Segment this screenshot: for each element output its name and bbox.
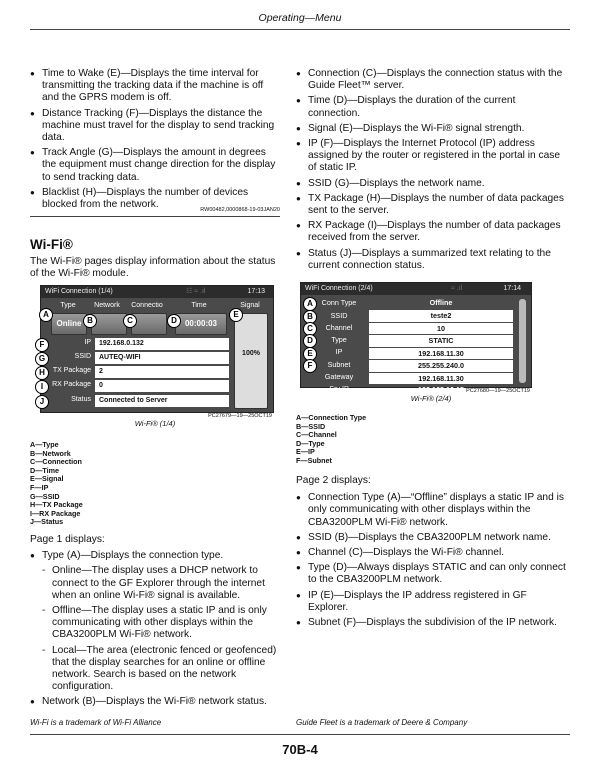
s2-value: 192.168.10.15 <box>418 385 464 394</box>
legend-1 <box>30 441 150 527</box>
row-value-ssid: AUTEQ-WIFI <box>95 352 229 364</box>
sub-online: - Online—The display uses a DHCP network to connect to the GF Explorer through the internet when an online Wi-Fi® signal is available. <box>30 565 280 602</box>
s2-label: Channel <box>325 323 353 332</box>
legend-item: H—TX Package <box>30 500 83 510</box>
header-network: Network <box>94 302 120 309</box>
sub-local: - Local—The area (electronic fenced or geofenced) that the display searches for an online or offline network. Search is based on the network configuration. <box>30 645 280 694</box>
callout-c: C <box>123 314 137 328</box>
header-rule <box>30 29 570 30</box>
row-value-tx: 2 <box>95 366 229 378</box>
time-tile[interactable]: 00:00:03 <box>175 313 227 335</box>
screen1-titlebar <box>41 286 273 298</box>
callout-f: F <box>35 338 49 352</box>
s2-value: Offline <box>429 298 453 307</box>
row-label-tx: TX Package <box>52 367 91 374</box>
section-heading: Wi-Fi® <box>30 237 73 252</box>
bullet-ssid-2: ● SSID (B)—Displays the CBA3200PLM network name. <box>296 532 566 544</box>
row-value-ip: 192.168.0.132 <box>95 338 229 350</box>
screen2-titlebar <box>301 283 531 295</box>
header-time: Time <box>191 302 207 309</box>
bullet-track-angle: ● Track Angle (G)—Displays the amount in degrees the equipment must change direction for the display to send tracking data. <box>30 147 280 184</box>
callout-f: F <box>303 359 317 373</box>
bullet-time-to-wake: ● Time to Wake (E)—Displays the time interval for transmitting the tracking data if the machine is off and the GPRS modem is off. <box>30 68 280 105</box>
callout-g: G <box>35 352 49 366</box>
caption-1: Wi-Fi® (1/4) <box>134 419 176 428</box>
callout-e: E <box>229 308 243 322</box>
bullet-connection: ● Connection (C)—Displays the connection status with the Guide Fleet™ server. <box>296 68 566 92</box>
callout-a: A <box>303 297 317 311</box>
legend-item: F—Subnet <box>296 455 332 465</box>
callout-b: B <box>83 314 97 328</box>
legend-item: B—SSID <box>296 421 326 431</box>
callout-j: J <box>35 395 49 409</box>
screen2-status-icons: ≈ .ıl <box>451 285 463 292</box>
bullet-ip-2: ● IP (E)—Displays the IP address registered in GF Explorer. <box>296 590 566 614</box>
section-intro: The Wi-Fi® pages display information about the status of the Wi-Fi® module. <box>30 256 276 280</box>
page-header: Operating—Menu <box>258 12 342 24</box>
row-value-rx: 0 <box>95 380 229 392</box>
screen1-title: WiFi Connection (1/4) <box>45 288 113 295</box>
right-top-bullets <box>296 68 566 275</box>
section-rule <box>30 216 280 217</box>
bullet-ip: ● IP (F)—Displays the Internet Protocol (IP) address assigned by the router or registered in the portal in case of static IP. <box>296 138 566 175</box>
legend-2 <box>296 414 436 466</box>
callout-e: E <box>303 347 317 361</box>
ref-code-2: PC27679—19—25OCT19 <box>208 413 272 419</box>
sub-offline: - Offline—The display uses a static IP and is only communicating with other displays within the CBA3200PLM Wi-Fi® network. <box>30 605 280 642</box>
signal-bar <box>234 313 268 409</box>
ref-code-3: PC27680—19—25OCT19 <box>466 388 530 394</box>
legend-item: F—IP <box>30 482 49 492</box>
callout-b: B <box>303 310 317 324</box>
scrollbar[interactable] <box>519 299 526 383</box>
footer-rule <box>30 734 570 735</box>
s2-value: 10 <box>369 323 513 335</box>
page-number: 70B-4 <box>282 742 318 757</box>
s2-label: Conn Type <box>321 298 357 307</box>
row-label-ssid: SSID <box>74 353 91 360</box>
bullet-ssid: ● SSID (G)—Displays the network name. <box>296 178 566 190</box>
bullet-type-2: ● Type (D)—Always displays STATIC and can only connect to the CBA3200PLM network. <box>296 562 566 586</box>
bullet-status: ● Status (J)—Displays a summarized text relating to the current connection status. <box>296 248 566 272</box>
header-connection: Connectio <box>131 302 163 309</box>
callout-d: D <box>167 314 181 328</box>
legend-item: J—Status <box>30 517 64 527</box>
bullet-tx: ● TX Package (H)—Displays the number of data packages sent to the server. <box>296 193 566 217</box>
footnote-left: Wi-Fi is a trademark of Wi-Fi Alliance <box>30 718 162 727</box>
header-signal: Signal <box>240 302 260 309</box>
s2-value: STATIC <box>369 335 513 347</box>
callout-a: A <box>39 308 53 322</box>
screen1-time: 17:13 <box>247 288 265 295</box>
bullet-blacklist: ● Blacklist (H)—Displays the number of devices blocked from the network. <box>30 187 280 211</box>
legend-item: I—RX Package <box>30 508 81 518</box>
bullet-signal: ● Signal (E)—Displays the Wi-Fi® signal strength. <box>296 123 566 135</box>
ref-code-1: RW00482,0000868-19-03JAN20 <box>200 207 280 213</box>
bullet-channel: ● Channel (C)—Displays the Wi-Fi® channel. <box>296 547 566 559</box>
screen1-status-icons: ☷ ≈ .ıl <box>186 288 206 295</box>
legend-item: D—Time <box>30 465 60 475</box>
caption-2: Wi-Fi® (2/4) <box>410 394 452 403</box>
bullet-conn-type: ● Connection Type (A)—“Offline” displays a static IP and is only communicating with other displays within the CBA3200PLM Wi-Fi® network. <box>296 492 566 529</box>
bullet-rx: ● RX Package (I)—Displays the number of data packages received from the server. <box>296 220 566 244</box>
bullet-network: ● Network (B)—Displays the Wi-Fi® network status. <box>30 696 280 708</box>
s2-label: Gateway <box>324 372 354 381</box>
legend-item: B—Network <box>30 448 71 458</box>
callout-d: D <box>303 334 317 348</box>
left-bottom <box>30 534 280 712</box>
s2-value: teste2 <box>369 310 513 322</box>
s2-value: 192.168.11.30 <box>369 373 513 385</box>
screen2-title: WiFi Connection (2/4) <box>305 285 373 292</box>
bullet-time: ● Time (D)—Displays the duration of the current connection. <box>296 95 566 119</box>
row-value-status: Connected to Server <box>95 395 229 407</box>
row-label-rx: RX Package <box>52 381 91 388</box>
callout-i: I <box>35 380 49 394</box>
s2-label: Type <box>331 335 347 344</box>
bullet-type: ● Type (A)—Displays the connection type. <box>30 550 280 562</box>
left-top-bullets <box>30 68 280 214</box>
row-label-ip: IP <box>84 339 91 346</box>
s2-label: IP <box>335 347 343 356</box>
header-type: Type <box>60 302 76 309</box>
legend-item: A—Connection Type <box>296 413 367 422</box>
bullet-distance-tracking: ● Distance Tracking (F)—Displays the distance the machine must travel for the display to send tracking data. <box>30 108 280 145</box>
page2-label: Page 2 displays: <box>296 475 371 486</box>
s2-label: SSID <box>330 311 348 320</box>
s2-value: 255.255.240.0 <box>369 360 513 372</box>
s2-label: Subnet <box>327 360 351 369</box>
wifi-screen-1 <box>40 285 274 413</box>
callout-h: H <box>35 366 49 380</box>
legend-item: D—Type <box>296 438 325 448</box>
page1-label: Page 1 displays: <box>30 534 105 545</box>
s2-value: 192.168.11.30 <box>369 348 513 360</box>
legend-item: E—IP <box>296 447 315 457</box>
screen2-time: 17:14 <box>503 285 521 292</box>
row-label-status: Status <box>71 396 91 403</box>
bullet-subnet: ● Subnet (F)—Displays the subdivision of the IP network. <box>296 617 566 629</box>
legend-item: C—Connection <box>30 457 82 467</box>
callout-c: C <box>303 322 317 336</box>
connection-tile[interactable] <box>131 313 167 335</box>
s2-label: Srv IP <box>329 384 349 393</box>
legend-item: C—Channel <box>296 430 337 440</box>
legend-item: G—SSID <box>30 491 60 501</box>
legend-item: A—Type <box>30 440 59 449</box>
signal-value: 100% <box>242 350 260 357</box>
right-bottom <box>296 475 566 632</box>
legend-item: E—Signal <box>30 474 64 484</box>
type-tile[interactable]: Online <box>51 313 87 335</box>
footnote-right: Guide Fleet is a trademark of Deere & Company <box>296 718 468 727</box>
network-tile[interactable] <box>91 313 127 335</box>
